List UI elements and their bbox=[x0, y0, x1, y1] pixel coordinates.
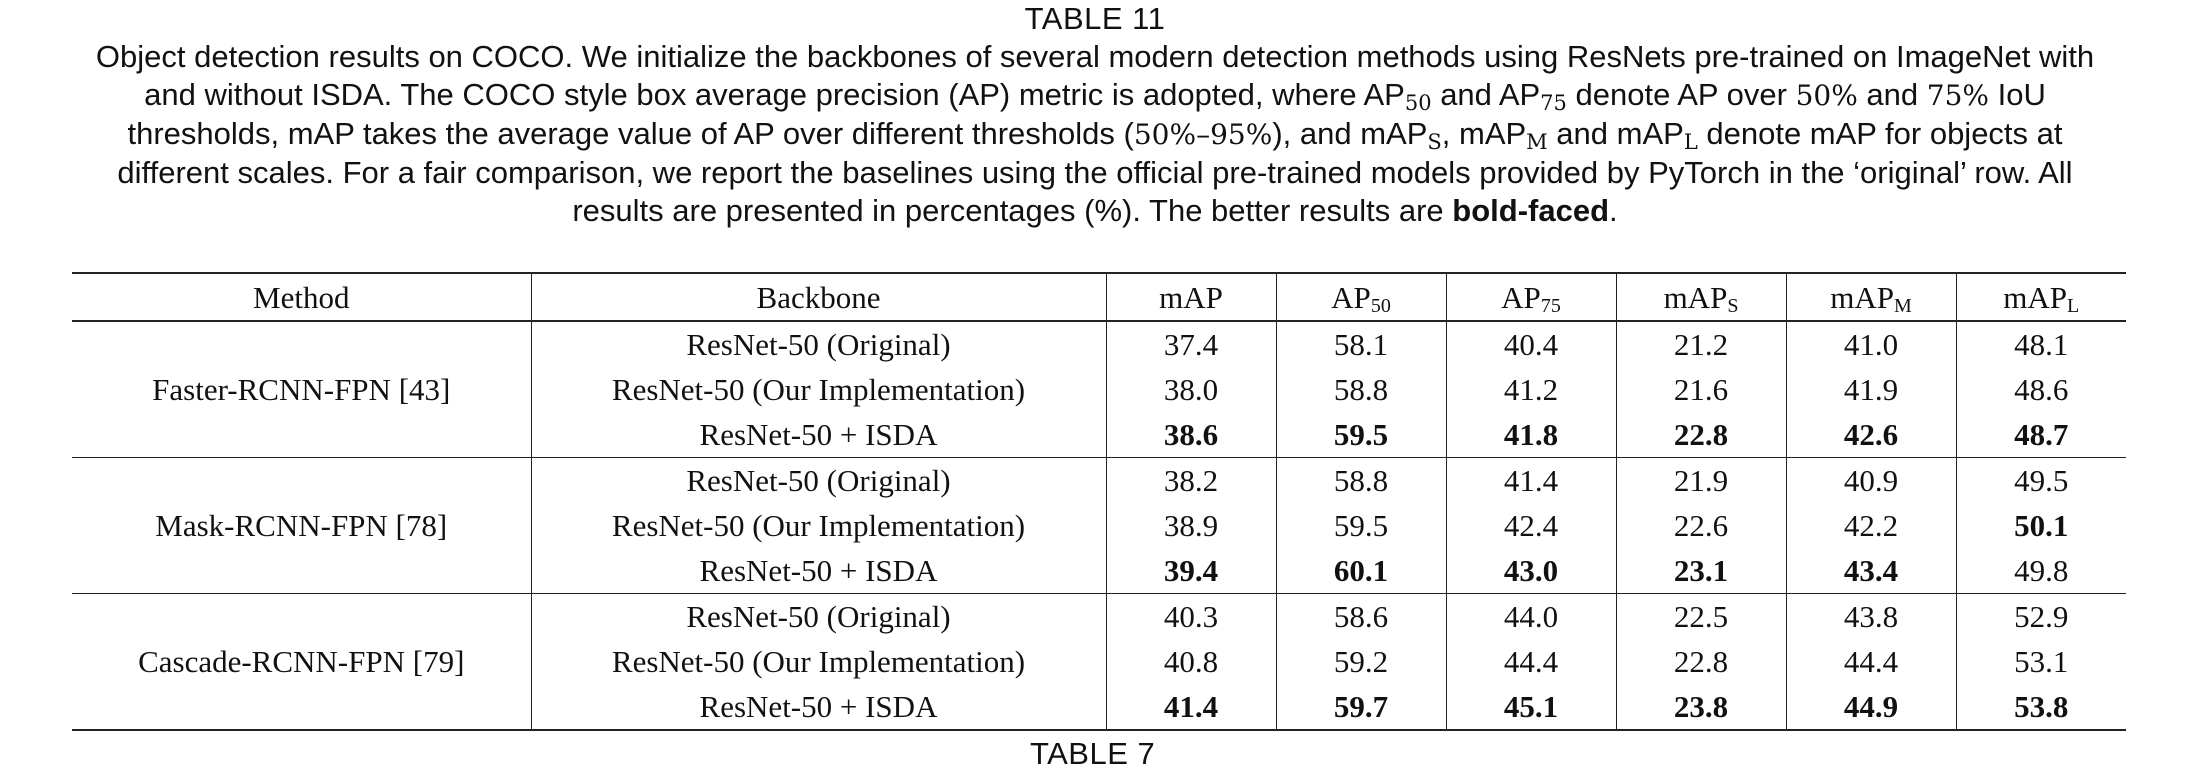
value-cell-ap50: 59.2 bbox=[1276, 639, 1446, 684]
caption-line-3: thresholds, mAP takes the average value of AP over different thresholds (50%–95%), and mAP$_S$, mAP$_M$ and mAP$_L$ denote mAP for objects at bbox=[127, 116, 2063, 154]
value-cell-ap75: 44.0 bbox=[1446, 594, 1616, 640]
backbone-cell: ResNet-50 (Original) bbox=[531, 458, 1106, 504]
value-cell-ap50: 59.5 bbox=[1276, 412, 1446, 458]
value-cell-mapl: 49.5 bbox=[1956, 458, 2126, 504]
value-cell-mapm: 44.4 bbox=[1786, 639, 1956, 684]
value-cell-mapl: 48.6 bbox=[1956, 367, 2126, 412]
results-table bbox=[72, 272, 2126, 731]
caption-line-1: Object detection results on COCO. We initialize the backbones of several modern detection methods using ResNets pre-trained on ImageNet with bbox=[95, 39, 2095, 74]
value-cell-mapm: 41.9 bbox=[1786, 367, 1956, 412]
value-cell-mapm: 42.2 bbox=[1786, 503, 1956, 548]
method-cell: Faster-RCNN-FPN [43] bbox=[72, 321, 531, 458]
value-cell-ap75: 45.1 bbox=[1446, 684, 1616, 730]
value-cell-ap50: 59.7 bbox=[1276, 684, 1446, 730]
value-cell-map: 37.4 bbox=[1106, 321, 1276, 367]
value-cell-ap75: 42.4 bbox=[1446, 503, 1616, 548]
value-cell-map: 38.9 bbox=[1106, 503, 1276, 548]
table-row bbox=[72, 458, 2126, 504]
value-cell-map: 39.4 bbox=[1106, 548, 1276, 594]
value-cell-mapl: 48.7 bbox=[1956, 412, 2126, 458]
header-map: mAP bbox=[1106, 273, 1276, 321]
value-cell-ap75: 40.4 bbox=[1446, 321, 1616, 367]
header-backbone: Backbone bbox=[531, 273, 1106, 321]
caption-line-4: different scales. For a fair comparison, we report the baselines using the official pre-trained models provided by PyTorch in the ‘original’ row. All bbox=[117, 155, 2073, 190]
backbone-cell: ResNet-50 (Our Implementation) bbox=[531, 639, 1106, 684]
value-cell-mapl: 49.8 bbox=[1956, 548, 2126, 594]
value-cell-maps: 21.6 bbox=[1616, 367, 1786, 412]
backbone-cell: ResNet-50 (Our Implementation) bbox=[531, 367, 1106, 412]
backbone-cell: ResNet-50 + ISDA bbox=[531, 548, 1106, 594]
value-cell-mapl: 48.1 bbox=[1956, 321, 2126, 367]
value-cell-ap50: 58.1 bbox=[1276, 321, 1446, 367]
header-method: Method bbox=[72, 273, 531, 321]
value-cell-map: 40.8 bbox=[1106, 639, 1276, 684]
value-cell-ap50: 58.6 bbox=[1276, 594, 1446, 640]
value-cell-ap75: 41.8 bbox=[1446, 412, 1616, 458]
header-mapl: mAP$_L$ bbox=[1956, 273, 2126, 321]
value-cell-mapm: 41.0 bbox=[1786, 321, 1956, 367]
backbone-cell: ResNet-50 (Our Implementation) bbox=[531, 503, 1106, 548]
caption-line-2: and without ISDA. The COCO style box average precision (AP) metric is adopted, where $AP_{50}$ and $AP_{75}$ denote AP over 50% and 75% IoU bbox=[144, 77, 2046, 115]
value-cell-maps: 23.1 bbox=[1616, 548, 1786, 594]
value-cell-maps: 22.6 bbox=[1616, 503, 1786, 548]
value-cell-mapm: 40.9 bbox=[1786, 458, 1956, 504]
value-cell-map: 38.6 bbox=[1106, 412, 1276, 458]
value-cell-mapl: 53.8 bbox=[1956, 684, 2126, 730]
value-cell-ap50: 60.1 bbox=[1276, 548, 1446, 594]
header-ap50: $AP_{50}$ bbox=[1276, 273, 1446, 321]
header-ap75: $AP_{75}$ bbox=[1446, 273, 1616, 321]
value-cell-maps: 23.8 bbox=[1616, 684, 1786, 730]
caption-line-5: results are presented in percentages (%). The better results are bold-faced. bbox=[572, 193, 1618, 228]
value-cell-mapl: 52.9 bbox=[1956, 594, 2126, 640]
results-body bbox=[72, 321, 2126, 730]
value-cell-maps: 22.8 bbox=[1616, 412, 1786, 458]
backbone-cell: ResNet-50 (Original) bbox=[531, 594, 1106, 640]
value-cell-ap75: 44.4 bbox=[1446, 639, 1616, 684]
value-cell-map: 38.0 bbox=[1106, 367, 1276, 412]
backbone-cell: ResNet-50 + ISDA bbox=[531, 684, 1106, 730]
table-caption bbox=[16, 0, 2174, 230]
table-row bbox=[72, 594, 2126, 640]
value-cell-ap75: 41.2 bbox=[1446, 367, 1616, 412]
value-cell-ap50: 58.8 bbox=[1276, 458, 1446, 504]
backbone-cell: ResNet-50 + ISDA bbox=[531, 412, 1106, 458]
header-mapm: mAP$_M$ bbox=[1786, 273, 1956, 321]
next-table-caption-fragment: TABLE 7 bbox=[1030, 736, 1156, 771]
value-cell-ap75: 43.0 bbox=[1446, 548, 1616, 594]
method-cell: Mask-RCNN-FPN [78] bbox=[72, 458, 531, 594]
header-row bbox=[72, 273, 2126, 321]
value-cell-ap50: 59.5 bbox=[1276, 503, 1446, 548]
value-cell-maps: 22.5 bbox=[1616, 594, 1786, 640]
value-cell-mapl: 53.1 bbox=[1956, 639, 2126, 684]
table-row bbox=[72, 321, 2126, 367]
method-cell: Cascade-RCNN-FPN [79] bbox=[72, 594, 531, 731]
value-cell-maps: 21.2 bbox=[1616, 321, 1786, 367]
value-cell-ap50: 58.8 bbox=[1276, 367, 1446, 412]
value-cell-mapm: 44.9 bbox=[1786, 684, 1956, 730]
backbone-cell: ResNet-50 (Original) bbox=[531, 321, 1106, 367]
value-cell-ap75: 41.4 bbox=[1446, 458, 1616, 504]
value-cell-maps: 21.9 bbox=[1616, 458, 1786, 504]
header-maps: mAP$_S$ bbox=[1616, 273, 1786, 321]
value-cell-mapm: 42.6 bbox=[1786, 412, 1956, 458]
value-cell-mapm: 43.8 bbox=[1786, 594, 1956, 640]
value-cell-map: 41.4 bbox=[1106, 684, 1276, 730]
value-cell-mapm: 43.4 bbox=[1786, 548, 1956, 594]
value-cell-map: 40.3 bbox=[1106, 594, 1276, 640]
value-cell-maps: 22.8 bbox=[1616, 639, 1786, 684]
value-cell-map: 38.2 bbox=[1106, 458, 1276, 504]
value-cell-mapl: 50.1 bbox=[1956, 503, 2126, 548]
table-number: TABLE 11 bbox=[1024, 1, 1166, 36]
